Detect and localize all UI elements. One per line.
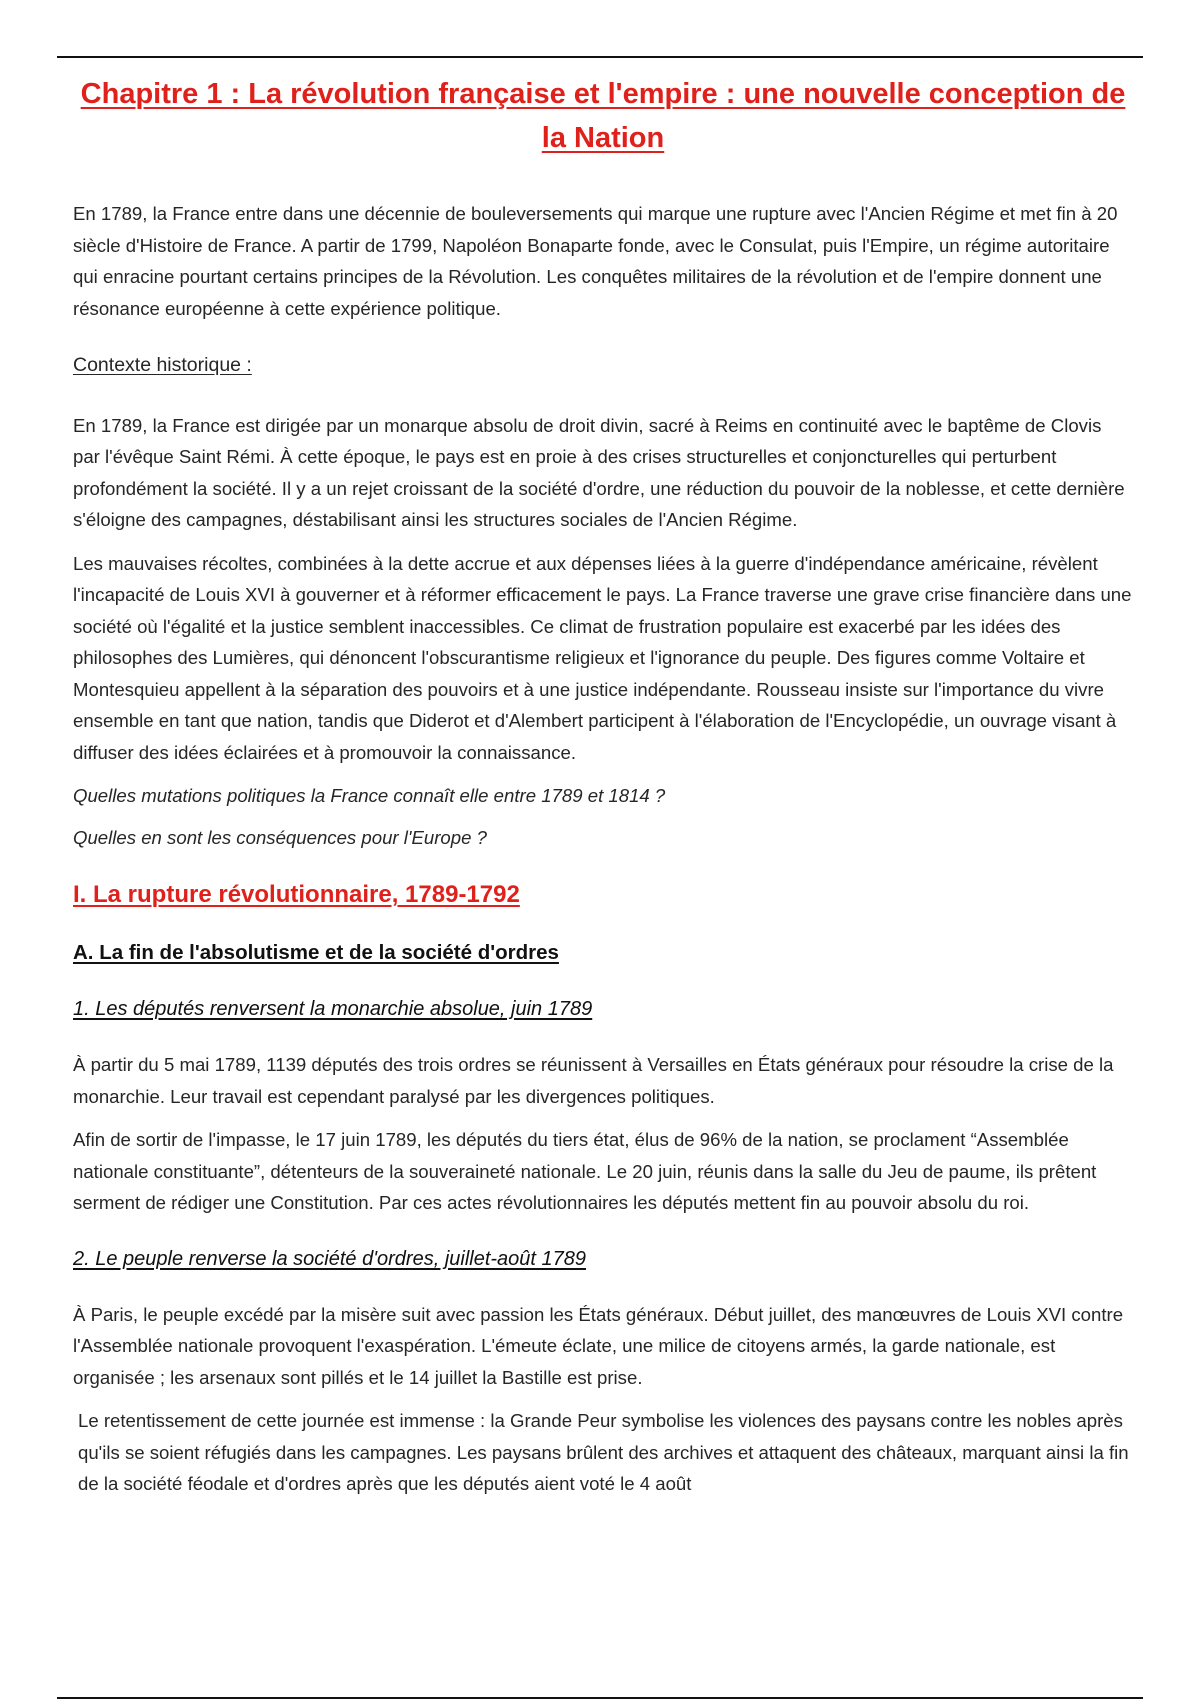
- context-paragraph: Les mauvaises récoltes, combinées à la dette accrue et aux dépenses liées à la guerre d'indépendance américaine, révèlent l'incapacité de Louis XVI à gouverner et à réformer efficacement le pays. La France traverse une grave crise financière dans une société où l'égalité et la justice semblent inaccessibles. Ce climat de frustration populaire est exacerbé par les idées des philosophes des Lumières, qui dénoncent l'obscurantisme religieux et l'ignorance du peuple. Des figures comme Voltaire et Montesquieu appellent à la séparation des pouvoirs et à une justice indépendante. Rousseau insiste sur l'importance du vivre ensemble en tant que nation, tandis que Diderot et d'Alembert participent à l'élaboration de l'Encyclopédie, un ouvrage visant à diffuser des idées éclairées et à promouvoir la connaissance.: [73, 552, 1132, 763]
- document-page: [73, 72, 1133, 1500]
- subsection-heading: A. La fin de l'absolutisme et de la société d'ordres: [73, 941, 559, 964]
- bottom-rule: [57, 1697, 1143, 1699]
- section-heading: I. La rupture révolutionnaire, 1789-1792: [73, 881, 520, 908]
- chapter-title: Chapitre 1 : La révolution française et l'empire : une nouvelle conception de la Nation: [80, 78, 1126, 154]
- body-paragraph: À Paris, le peuple excédé par la misère suit avec passion les États généraux. Début juillet, des manœuvres de Louis XVI contre l'Assemblée nationale provoquent l'exaspération. L'émeute éclate, une milice de citoyens armés, la garde nationale, est organisée ; les arsenaux sont pillés et le 14 juillet la Bastille est prise.: [73, 1303, 1124, 1388]
- problem-question: Quelles en sont les conséquences pour l'Europe ?: [73, 826, 487, 848]
- body-paragraph: Le retentissement de cette journée est immense : la Grande Peur symbolise les violences des paysans contre les nobles après qu'ils se soient réfugiés dans les campagnes. Les paysans brûlent des archives et attaquent des châteaux, marquant ainsi la fin de la société féodale et d'ordres après que les députés aient voté le 4 août: [78, 1410, 1129, 1494]
- point-heading: 2. Le peuple renverse la société d'ordres, juillet-août 1789: [73, 1247, 587, 1270]
- problem-question: Quelles mutations politiques la France connaît elle entre 1789 et 1814 ?: [73, 785, 666, 806]
- point-heading: 1. Les députés renversent la monarchie absolue, juin 1789: [73, 998, 593, 1020]
- intro-paragraph: En 1789, la France entre dans une décennie de bouleversements qui marque une rupture avec l'Ancien Régime et met fin à 20 siècle d'Histoire de France. A partir de 1799, Napoléon Bonaparte fonde, avec le Consulat, puis l'Empire, un régime autoritaire qui enracine pourtant certains principes de la Révolution. Les conquêtes militaires de la révolution et de l'empire donnent une résonance européenne à cette expérience politique.: [73, 203, 1118, 319]
- context-heading: Contexte historique :: [73, 354, 252, 376]
- body-paragraph: À partir du 5 mai 1789, 1139 députés des trois ordres se réunissent à Versailles en États généraux pour résoudre la crise de la monarchie. Leur travail est cependant paralysé par les divergences politiques.: [73, 1054, 1114, 1107]
- context-paragraph: En 1789, la France est dirigée par un monarque absolu de droit divin, sacré à Reims en continuité avec le baptême de Clovis par l'évêque Saint Rémi. À cette époque, le pays est en proie à des crises structurelles et conjoncturelles qui perturbent profondément la société. Il y a un rejet croissant de la société d'ordre, une réduction du pouvoir de la noblesse, et cette dernière s'éloigne des campagnes, déstabilisant ainsi les structures sociales de l'Ancien Régime.: [73, 414, 1125, 530]
- top-rule: [57, 56, 1143, 58]
- body-paragraph: Afin de sortir de l'impasse, le 17 juin 1789, les députés du tiers état, élus de 96% de la nation, se proclament “Assemblée nationale constituante”, détenteurs de la souveraineté nationale. Le 20 juin, réunis dans la salle du Jeu de paume, ils prêtent serment de rédiger une Constitution. Par ces actes révolutionnaires les députés mettent fin au pouvoir absolu du roi.: [73, 1129, 1097, 1213]
